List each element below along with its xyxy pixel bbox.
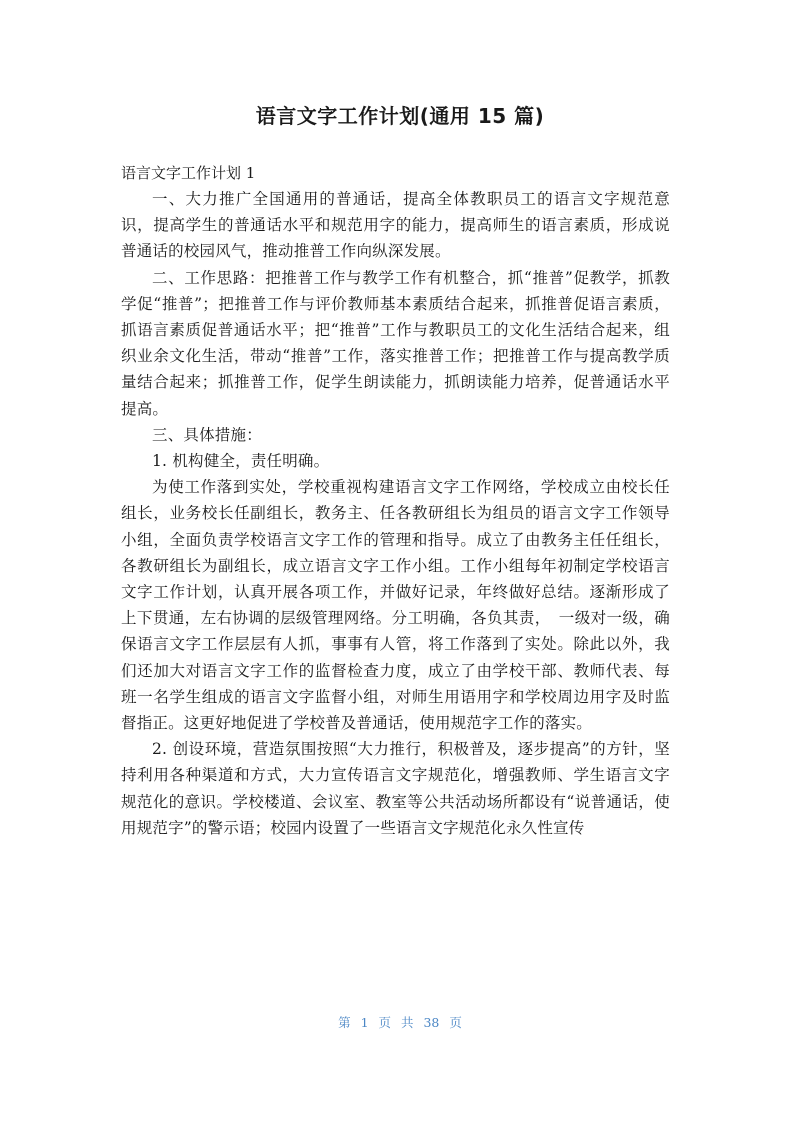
paragraph-measure-1-heading: 1. 机构健全，责任明确。 [152,452,330,471]
document-title: 语言文字工作计划(通用 15 篇) [255,104,545,128]
section-heading: 语言文字工作计划 1 [121,164,256,182]
paragraph-goals: 一、大力推广全国通用的普通话，提高全体教职员工的语言文字规范意识，提高学生的普通话水平和规范用字的能力，提高师生的语言素质，形成说普通话的校园风气，推动推普工作向纵深发展。 [121,190,670,261]
page-number-footer: 第 1 页 共 38 页 [338,1015,462,1030]
document-body [121,186,670,841]
paragraph-measures-heading: 三、具体措施： [152,425,262,444]
paragraph-environment: 2. 创设环境，营造氛围按照“大力推行，积极普及，逐步提高”的方针，坚持利用各种渠道和方式，大力宣传语言文字规范化，增强教师、学生语言文字规范化的意识。学校楼道、会议室、教室等公共活动场所都设有“说普通话，使用规范字”的警示语；校园内设置了一些语言文字规范化永久性宣传 [121,740,670,837]
paragraph-organization: 为使工作落到实处，学校重视构建语言文字工作网络，学校成立由校长任组长，业务校长任副组长，教务主、任各教研组长为组员的语言文字工作领导小组，全面负责学校语言文字工作的管理和指导。成立了由教务主任任组长，各教研组长为副组长，成立语言文字工作小组。工作小组每年初制定学校语言文字工作计划，认真开展各项工作，并做好记录，年终做好总结。逐渐形成了上下贯通，左右协调的层级管理网络。分工明确，各负其责， 一级对一级，确保语言文字工作层层有人抓，事事有人管，将工作落到了实处。除此以外，我们还加大对语言文字工作的监督检查力度，成立了由学校干部、教师代表、每班一名学生组成的语言文字监督小组，对师生用语用字和学校周边用字及时监督指正。这更好地促进了学校普及普通话，使用规范字工作的落实。 [121,478,670,733]
paragraph-approach: 二、工作思路：把推普工作与教学工作有机整合，抓“推普”促教学，抓教学促“推普”；把推普工作与评价教师基本素质结合起来，抓推普促语言素质，抓语言素质促普通话水平；把“推普”工作与教职员工的文化生活结合起来，组织业余文化生活，带动“推普”工作，落实推普工作；把推普工作与提高教学质量结合起来；抓推普工作，促学生朗读能力，抓朗读能力培养，促普通话水平提高。 [121,268,670,418]
